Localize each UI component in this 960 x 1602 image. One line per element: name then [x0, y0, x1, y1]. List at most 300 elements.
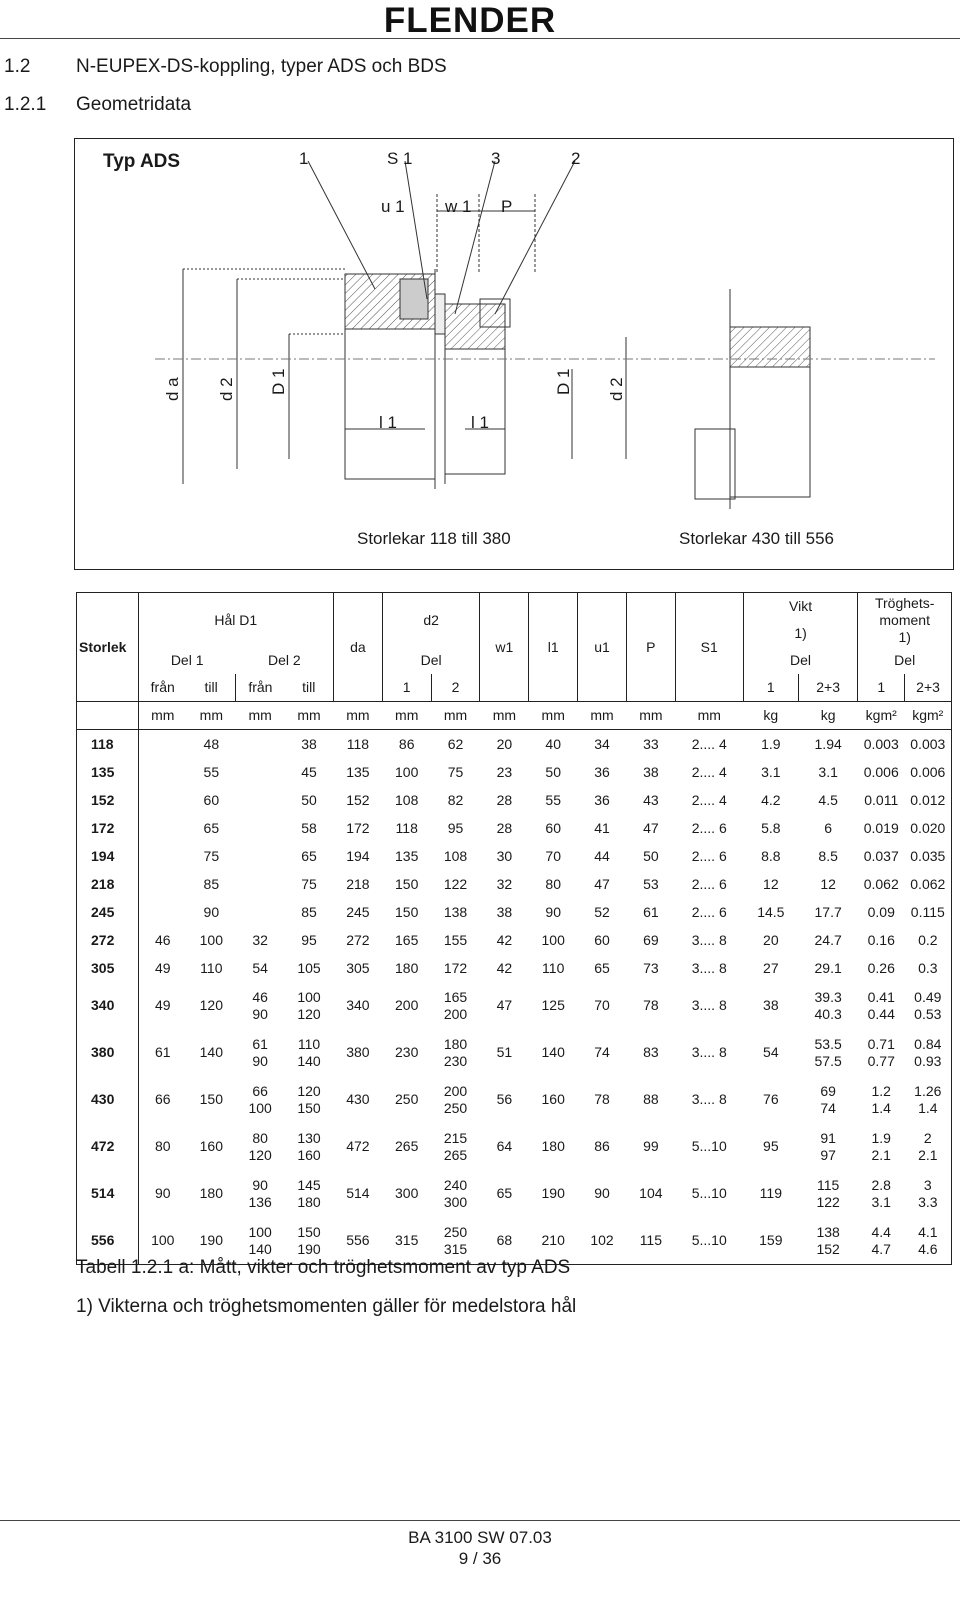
units-cell: kgm²	[905, 702, 952, 730]
subsection-number: 1.2.1	[4, 94, 47, 115]
table-row	[77, 1029, 952, 1076]
sub-fran-2: från	[248, 679, 273, 695]
table-cell: 50	[643, 847, 659, 864]
callout-w1: w 1	[445, 197, 472, 216]
table-cell: 100	[199, 931, 223, 948]
table-cell: 5...10	[691, 1138, 727, 1154]
table-cell: 64	[496, 1138, 513, 1154]
table-cell	[236, 730, 285, 759]
table-cell	[236, 814, 285, 842]
table-cell: 118	[346, 735, 370, 752]
units-cell: mm	[285, 702, 334, 730]
table-cell: 47	[594, 875, 610, 892]
subsection-heading	[4, 94, 191, 116]
table-cell: 0.019	[863, 819, 899, 836]
table-cell: 180 230	[443, 1035, 468, 1069]
table-cell: 60	[594, 931, 610, 948]
table-cell: 55	[545, 791, 561, 808]
table-cell: 60	[203, 791, 220, 808]
table-cell: 2.... 4	[691, 735, 727, 752]
dim-d2-left: d 2	[217, 377, 236, 401]
col-storlek: Storlek	[77, 593, 139, 702]
table-cell: 99	[643, 1138, 659, 1154]
col-hal-d1: Hål D1	[138, 593, 333, 648]
figure-caption-right: Storlekar 430 till 556	[679, 529, 834, 548]
table-cell: 90	[594, 1185, 610, 1201]
table-cell: 76	[763, 1091, 779, 1107]
row-size: 218	[77, 870, 139, 898]
table-cell: 190	[199, 1232, 223, 1248]
table-cell: 44	[594, 847, 610, 864]
table-cell: 65	[496, 1185, 513, 1201]
table-cell: 85	[203, 875, 220, 892]
units-cell: mm	[480, 702, 529, 730]
table-cell: 54	[252, 959, 268, 976]
table-cell: 315	[395, 1232, 419, 1248]
table-cell: 90	[203, 903, 220, 920]
row-size: 556	[77, 1217, 139, 1265]
row-size: 340	[77, 982, 139, 1029]
table-cell: 0.3	[918, 959, 938, 976]
dim-l1-left: l 1	[379, 413, 397, 432]
table-cell: 218	[346, 875, 370, 892]
table-cell: 180	[199, 1185, 223, 1201]
table-cell: 0.006	[910, 763, 946, 780]
table-cell: 28	[496, 791, 513, 808]
units-cell: kgm²	[858, 702, 905, 730]
table-cell: 3.... 8	[691, 931, 727, 948]
table-cell: 3.... 8	[691, 997, 727, 1013]
table-cell: 55	[203, 763, 220, 780]
table-cell: 2.... 6	[691, 847, 727, 864]
table-cell: 2 2.1	[918, 1129, 938, 1163]
table-body	[77, 730, 952, 1265]
coupling-drawing	[74, 138, 954, 570]
table-cell: 66 100	[248, 1082, 272, 1116]
table-cell: 135	[346, 763, 370, 780]
table-cell: 150 190	[297, 1223, 321, 1257]
table-cell: 38	[643, 763, 659, 780]
table-cell: 5.8	[761, 819, 781, 836]
table-cell: 34	[594, 735, 610, 752]
table-cell: 68	[496, 1232, 513, 1248]
table-cell: 0.16	[867, 931, 895, 948]
table-cell: 36	[594, 763, 610, 780]
table-cell: 0.41 0.44	[867, 988, 895, 1022]
sub-vikt-23: 2+3	[798, 674, 857, 702]
row-size: 472	[77, 1123, 139, 1170]
col-vikt-del: Del	[743, 647, 858, 674]
table-cell: 0.020	[910, 819, 946, 836]
units-cell: mm	[578, 702, 627, 730]
table-cell: 172	[443, 959, 468, 976]
section-heading	[4, 56, 447, 78]
table-cell: 165 200	[443, 988, 468, 1022]
row-size: 152	[77, 786, 139, 814]
table-cell: 33	[643, 735, 659, 752]
col-del1: Del 1	[170, 652, 204, 668]
dim-d1-left: D 1	[269, 368, 288, 395]
table-cell: 0.003	[863, 735, 899, 752]
table-cell: 108	[395, 791, 419, 808]
table-cell: 46 90	[252, 988, 268, 1022]
table-cell: 36	[594, 791, 610, 808]
table-cell	[138, 842, 187, 870]
table-cell: 39.3 40.3	[814, 988, 842, 1022]
table-cell: 100	[541, 931, 565, 948]
table-cell: 65	[594, 959, 610, 976]
table-cell: 17.7	[814, 903, 842, 920]
table-cell: 42	[496, 959, 513, 976]
table-row	[77, 1076, 952, 1123]
table-cell: 0.115	[910, 903, 945, 920]
table-cell: 75	[447, 763, 464, 780]
dimension-table	[76, 592, 952, 1265]
table-cell: 2.... 4	[691, 791, 727, 808]
table-cell: 159	[759, 1232, 783, 1248]
table-cell: 86	[594, 1138, 610, 1154]
callout-3: 3	[491, 149, 501, 168]
footer-page: 9 / 36	[458, 1549, 502, 1568]
dim-da: d a	[163, 377, 182, 401]
table-cell: 250 315	[443, 1223, 468, 1257]
table-cell: 180	[541, 1138, 565, 1154]
table-cell: 90 136	[248, 1176, 272, 1210]
footnote: 1) Vikterna och tröghetsmomenten gäller för medelstora hål	[76, 1296, 577, 1317]
units-cell: mm	[529, 702, 578, 730]
table-row	[77, 1123, 952, 1170]
table-cell: 65	[203, 819, 220, 836]
col-l1: l1	[529, 593, 578, 702]
table-cell: 61	[643, 903, 659, 920]
table-row	[77, 898, 952, 926]
table-cell: 45	[301, 763, 317, 780]
table-cell: 150	[395, 903, 419, 920]
table-cell: 41	[594, 819, 610, 836]
dim-d2-right: d 2	[607, 377, 626, 401]
table-cell: 108	[443, 847, 468, 864]
table-cell: 3.... 8	[691, 1091, 727, 1107]
table-cell: 65	[301, 847, 317, 864]
col-p: P	[626, 593, 675, 702]
table-cell: 240 300	[443, 1176, 468, 1210]
col-vikt: Vikt	[743, 593, 858, 621]
row-size: 172	[77, 814, 139, 842]
table-cell: 165	[395, 931, 419, 948]
table-cell	[138, 786, 187, 814]
col-da: da	[333, 593, 382, 702]
table-cell: 66	[154, 1091, 171, 1107]
table-cell: 80	[154, 1138, 171, 1154]
table-cell: 70	[594, 997, 610, 1013]
table-cell: 110	[200, 959, 223, 976]
callout-s1: S 1	[387, 149, 413, 168]
table-cell: 69 74	[820, 1082, 836, 1116]
units-cell-blank	[77, 702, 139, 730]
table-cell: 0.037	[863, 847, 899, 864]
table-row	[77, 926, 952, 954]
table-cell: 145 180	[297, 1176, 321, 1210]
table-cell: 150	[199, 1091, 223, 1107]
table-row	[77, 870, 952, 898]
units-cell: mm	[626, 702, 675, 730]
row-size: 135	[77, 758, 139, 786]
table-cell: 100	[395, 763, 419, 780]
units-cell: mm	[236, 702, 285, 730]
sub-tr-1: 1	[858, 674, 905, 702]
table-cell: 0.062	[863, 875, 899, 892]
table-cell: 194	[346, 847, 370, 864]
table-cell: 160	[541, 1091, 565, 1107]
table-cell: 155	[443, 931, 468, 948]
units-row	[77, 702, 952, 730]
header-row-top	[77, 593, 952, 621]
table-cell: 6	[824, 819, 833, 836]
row-size: 245	[77, 898, 139, 926]
table-cell: 1.2 1.4	[871, 1082, 891, 1116]
table-cell: 138 152	[816, 1223, 840, 1257]
table-cell: 120	[199, 997, 223, 1013]
table-cell: 305	[346, 959, 370, 976]
callout-2: 2	[571, 149, 581, 168]
table-cell: 300	[395, 1185, 419, 1201]
table-cell: 140	[199, 1044, 223, 1060]
sub-fran-1: från	[150, 679, 175, 695]
table-row	[77, 954, 952, 982]
table-cell: 119	[759, 1185, 782, 1201]
col-troghet-label: Tröghets- moment	[874, 594, 935, 628]
table-cell: 115 122	[816, 1176, 840, 1210]
table-row	[77, 1170, 952, 1217]
table-cell: 24.7	[814, 931, 842, 948]
units-cell: mm	[675, 702, 743, 730]
table-cell: 556	[346, 1232, 370, 1248]
table-cell: 2.... 6	[691, 819, 727, 836]
table-cell: 30	[496, 847, 513, 864]
row-size: 380	[77, 1029, 139, 1076]
table-cell: 46	[154, 931, 171, 948]
table-cell: 27	[763, 959, 779, 976]
table-cell: 215 265	[443, 1129, 468, 1163]
table-cell: 42	[496, 931, 513, 948]
table-cell: 0.71 0.77	[867, 1035, 895, 1069]
row-size: 305	[77, 954, 139, 982]
table-cell: 56	[496, 1091, 513, 1107]
table-cell: 78	[594, 1091, 610, 1107]
sub-tr-23: 2+3	[916, 679, 940, 695]
row-size: 272	[77, 926, 139, 954]
col-troghet-note: 1)	[898, 628, 911, 645]
table-cell: 102	[590, 1232, 614, 1248]
table-cell: 50	[301, 791, 317, 808]
table-cell	[138, 898, 187, 926]
table-cell: 2.8 3.1	[871, 1176, 891, 1210]
table-cell: 2.... 6	[691, 875, 727, 892]
table-cell: 265	[395, 1138, 419, 1154]
table-cell: 180	[395, 959, 419, 976]
table-cell: 0.035	[910, 847, 946, 864]
table-cell: 82	[447, 791, 464, 808]
table-cell: 47	[496, 997, 513, 1013]
row-size: 118	[77, 730, 139, 759]
table-cell: 0.062	[910, 875, 946, 892]
table-cell: 20	[496, 735, 513, 752]
table-cell: 91 97	[820, 1129, 836, 1163]
table-cell: 3.1	[818, 763, 838, 780]
table-cell: 4.2	[761, 791, 781, 808]
table-cell: 69	[643, 931, 659, 948]
table-cell: 51	[496, 1044, 513, 1060]
table-cell: 78	[643, 997, 659, 1013]
table-cell: 3.... 8	[691, 1044, 727, 1060]
table-cell: 12	[820, 875, 836, 892]
table-cell: 380	[346, 1044, 370, 1060]
table-cell: 43	[643, 791, 659, 808]
table-cell: 514	[346, 1185, 370, 1201]
table-cell: 138	[443, 903, 468, 920]
table-cell: 100 120	[297, 988, 321, 1022]
table-cell: 1.94	[814, 735, 842, 752]
table-cell: 1.26 1.4	[914, 1082, 942, 1116]
table-cell: 104	[639, 1185, 663, 1201]
table-cell: 14.5	[757, 903, 785, 920]
table-cell: 340	[346, 997, 370, 1013]
table-cell: 0.26	[867, 959, 895, 976]
table-cell: 5...10	[691, 1232, 727, 1248]
table-cell	[236, 870, 285, 898]
sub-vikt-1: 1	[743, 674, 798, 702]
table-cell: 2.... 6	[691, 903, 727, 920]
table-cell: 80 120	[248, 1129, 272, 1163]
table-cell: 62	[447, 735, 464, 752]
table-cell: 38	[763, 997, 779, 1013]
table-cell: 74	[594, 1044, 610, 1060]
callout-u1: u 1	[381, 197, 405, 216]
table-cell: 4.5	[818, 791, 838, 808]
table-cell: 60	[545, 819, 561, 836]
table-cell: 20	[763, 931, 779, 948]
table-cell: 0.012	[910, 791, 946, 808]
table-cell: 200 250	[443, 1082, 468, 1116]
table-cell: 23	[496, 763, 513, 780]
col-w1: w1	[480, 593, 529, 702]
row-size: 194	[77, 842, 139, 870]
table-cell: 95	[447, 819, 464, 836]
table-cell: 53	[643, 875, 659, 892]
table-cell: 152	[346, 791, 370, 808]
table-cell: 49	[154, 959, 171, 976]
table-cell: 38	[301, 735, 317, 752]
table-cell: 140	[541, 1044, 565, 1060]
table-cell: 29.1	[814, 959, 842, 976]
units-cell: mm	[333, 702, 382, 730]
table-cell: 5...10	[691, 1185, 727, 1201]
table-cell: 12	[763, 875, 779, 892]
table-cell: 80	[545, 875, 561, 892]
table-cell: 0.011	[864, 791, 899, 808]
table-row	[77, 842, 952, 870]
table-cell: 3 3.3	[918, 1176, 938, 1210]
table-row	[77, 982, 952, 1029]
dim-l1-right: l 1	[471, 413, 489, 432]
header-rule	[0, 38, 960, 39]
callout-p: P	[501, 197, 513, 216]
figure-caption-left: Storlekar 118 till 380	[357, 529, 511, 548]
units-cell: mm	[431, 702, 480, 730]
table-caption: Tabell 1.2.1 a: Mått, vikter och tröghetsmoment av typ ADS	[76, 1257, 571, 1278]
table-cell: 3.1	[761, 763, 781, 780]
table-cell: 0.09	[867, 903, 895, 920]
table-cell: 0.2	[918, 931, 938, 948]
table-cell	[236, 758, 285, 786]
table-cell: 95	[763, 1138, 779, 1154]
table-row	[77, 730, 952, 759]
table-cell: 32	[496, 875, 513, 892]
row-size: 430	[77, 1076, 139, 1123]
table-cell: 430	[346, 1091, 370, 1107]
table-cell: 122	[443, 875, 468, 892]
table-cell: 75	[203, 847, 220, 864]
table-cell: 1.9 2.1	[871, 1129, 891, 1163]
table-cell: 250	[395, 1091, 419, 1107]
table-cell: 95	[301, 931, 317, 948]
callout-1: 1	[299, 149, 309, 168]
table-cell: 53.5 57.5	[814, 1035, 842, 1069]
units-cell: mm	[138, 702, 187, 730]
col-d2-del: Del	[382, 647, 480, 674]
table-cell: 210	[541, 1232, 565, 1248]
sub-d2-2: 2	[431, 674, 480, 702]
table-cell: 70	[545, 847, 561, 864]
table-cell	[138, 870, 187, 898]
table-cell: 54	[763, 1044, 779, 1060]
table-cell: 88	[643, 1091, 659, 1107]
table-cell: 245	[346, 903, 370, 920]
table-cell: 230	[395, 1044, 419, 1060]
sub-d2-1: 1	[382, 674, 431, 702]
table-cell: 150	[395, 875, 419, 892]
table-cell: 4.1 4.6	[918, 1223, 938, 1257]
sub-till-2: till	[285, 674, 334, 702]
dim-d1-right: D 1	[554, 368, 573, 395]
units-cell: mm	[187, 702, 236, 730]
table-cell: 100 140	[248, 1223, 272, 1257]
table-cell: 8.8	[761, 847, 781, 864]
table-cell: 172	[346, 819, 370, 836]
table-cell: 2.... 4	[691, 763, 727, 780]
table-cell: 90	[545, 903, 561, 920]
table-cell: 190	[541, 1185, 565, 1201]
col-u1: u1	[578, 593, 627, 702]
footer-rule	[0, 1520, 960, 1521]
table-cell: 75	[301, 875, 317, 892]
col-del2: Del 2	[236, 647, 334, 674]
table-cell: 40	[545, 735, 561, 752]
flender-logo	[372, 4, 568, 36]
table-cell: 28	[496, 819, 513, 836]
table-cell	[236, 786, 285, 814]
row-size: 514	[77, 1170, 139, 1217]
table-cell: 48	[203, 735, 220, 752]
table-cell: 0.84 0.93	[914, 1035, 942, 1069]
table-row	[77, 758, 952, 786]
table-row	[77, 814, 952, 842]
table-cell	[138, 758, 187, 786]
table-cell: 1.9	[761, 735, 781, 752]
table-cell: 115	[639, 1232, 663, 1248]
table-cell: 32	[252, 931, 268, 948]
table-row	[77, 786, 952, 814]
